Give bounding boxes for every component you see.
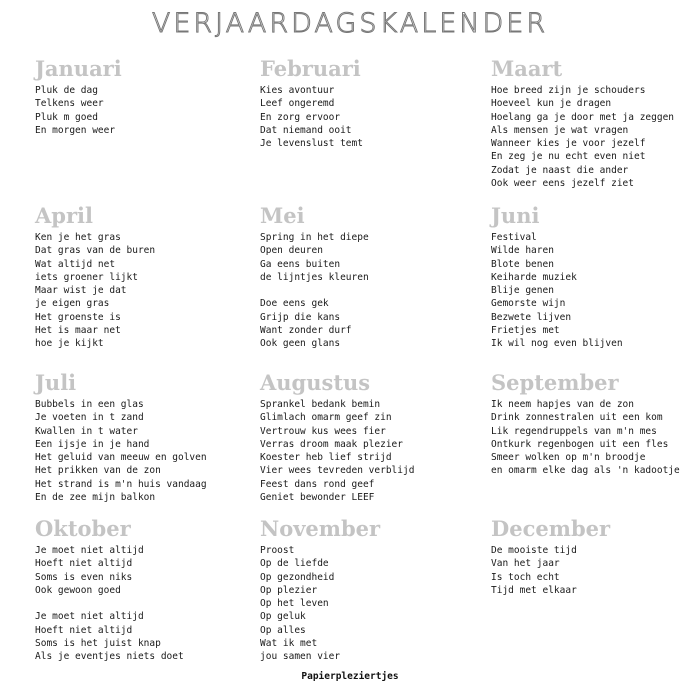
poem-line: Ook geen glans [260,338,341,350]
poem-line: Vier wees tevreden verblijd [260,465,415,477]
poem-line: Ik neem hapjes van de zon [491,399,634,410]
poem-line: Wanneer kies je voor jezelf [491,138,646,150]
poem-line: Op het leven [260,598,329,610]
poem [260,398,414,504]
poem-line: Blote benen [491,258,554,270]
month-title: November [260,516,381,541]
poem-line: Op alles [260,624,306,636]
poem-line: Bezwete lijven [491,311,572,323]
poem-line [35,597,184,610]
poem-line: Kwallen in t water [35,425,138,437]
month-juli [35,370,207,504]
poem-line: Een ijsje in je hand [35,438,150,450]
poem-line: Leef ongeremd [260,98,335,110]
poem [35,231,155,351]
poem [260,231,369,351]
poem-line: Bubbels in een glas [35,399,144,410]
poem-line: Vertrouw kus wees fier [260,425,386,437]
poem-line: Op gezondheid [260,571,335,583]
poem-line: Je moet niet altijd [35,545,144,556]
poem-line: Festival [491,232,537,243]
poem-line: Dat gras van de buren [35,245,156,257]
poem-line: Proost [260,545,295,556]
poem-line: En zeg je nu echt even niet [491,151,646,163]
poem-line: Drink zonnestralen uit een kom [491,412,663,424]
poem-line: en omarm elke dag als 'n kadootje [491,465,680,477]
poem [491,544,610,597]
poem-line: Frietjes met [491,325,560,337]
poem-line: Hoeft niet altijd [35,624,133,636]
poem-line: Spring in het diepe [260,232,369,243]
month-mei [260,203,369,351]
month-februari [260,56,363,150]
poem-line: Ik wil nog even blijven [491,338,623,350]
poem [491,398,680,478]
poem-line: En morgen weer [35,124,116,136]
poem-line: Hoeft niet altijd [35,558,133,570]
poem-line: Je voeten in t zand [35,412,144,424]
poem-line: Lik regendruppels van m'n mes [491,425,657,437]
poem-line: Is toch echt [491,571,560,583]
poem-line: De mooiste tijd [491,545,577,556]
poem-line: Koester heb lief strijd [260,452,392,464]
poem-line: Het geluid van meeuw en golven [35,452,207,464]
poem-line: Open deuren [260,245,323,257]
month-november [260,516,380,664]
poem-line: Ken je het gras [35,232,121,243]
month-title: Februari [260,56,361,81]
poem-line: Het groenste is [35,311,121,323]
poem-line: Blije genen [491,285,554,297]
month-title: Mei [260,203,305,228]
poem-line: Verras droom maak plezier [260,438,403,450]
month-title: Januari [35,56,122,81]
poem-line: iets groener lijkt [35,271,138,283]
poem-line: Ga eens buiten [260,258,341,270]
poem-line: Hoeveel kun je dragen [491,98,612,110]
poem-line: je eigen gras [35,298,110,310]
poem-line: Als mensen je wat vragen [491,124,629,136]
poem [35,84,122,137]
poem-line: Van het jaar [491,558,560,570]
poem-line: Het prikken van de zon [35,465,161,477]
poem [35,544,184,664]
month-oktober [35,516,184,664]
poem-line: Pluk de dag [35,85,98,96]
poem-line: Sprankel bedank bemin [260,399,381,410]
month-title: Maart [491,56,563,81]
poem-line: Wat ik met [260,638,318,650]
poem-line: Het strand is m'n huis vandaag [35,478,207,490]
month-augustus [260,370,414,504]
poem-line: Telkens weer [35,98,104,110]
poem [491,84,674,190]
month-title: Augustus [260,370,371,395]
poem-line: Wilde haren [491,245,554,257]
poem-line: Tijd met elkaar [491,584,577,596]
poem-line: Ook gewoon goed [35,584,121,596]
footer-brand: Papierpleziertjes [301,671,399,682]
month-december [491,516,610,597]
poem-line: Feest dans rond geef [260,478,375,490]
month-januari [35,56,122,137]
poem-line: Je moet niet altijd [35,611,144,623]
poem-line: Ontkurk regenbogen uit een fles [491,438,669,450]
poem-line: Je levenslust temt [260,138,363,150]
poem-line: Als je eventjes niets doet [35,651,184,663]
poem-line: En zorg ervoor [260,111,341,123]
month-title: Oktober [35,516,131,541]
poem [260,84,363,150]
month-april [35,203,155,351]
poem-line: Hoelang ga je door met ja zeggen [491,111,675,123]
poem-line: Pluk m goed [35,111,98,123]
poem-line: Keiharde muziek [491,271,577,283]
poem-line: Op geluk [260,611,306,623]
poem-line: Hoe breed zijn je schouders [491,85,646,96]
poem-line: Gemorste wijn [491,298,566,310]
month-title: April [35,203,93,228]
month-title: Juli [35,370,77,395]
poem-line: Op de liefde [260,558,329,570]
poem-line [260,284,369,297]
poem-line: Doe eens gek [260,298,329,310]
poem-line: En de zee mijn balkon [35,492,156,504]
poem-line: Soms is even niks [35,571,133,583]
month-title: Juni [491,203,540,228]
page-title: VERJAARDAGSKALENDER [151,8,549,39]
poem-line: jou samen vier [260,651,341,663]
poem-line: Smeer wolken op m'n broodje [491,452,646,464]
poem [491,231,623,351]
poem-line: Soms is het juist knap [35,638,161,650]
poem-line: Grijp die kans [260,311,341,323]
poem-line: Want zonder durf [260,325,352,337]
poem-line: Het is maar net [35,325,121,337]
poem-line: Geniet bewonder LEEF [260,492,375,504]
month-september [491,370,680,478]
poem-line: de lijntjes kleuren [260,271,369,283]
poem-line: Op plezier [260,584,318,596]
poem [35,398,207,504]
month-title: September [491,370,619,395]
poem-line: Dat niemand ooit [260,124,352,136]
month-maart [491,56,674,190]
month-juni [491,203,623,351]
poem-line: Ook weer eens jezelf ziet [491,178,634,190]
poem-line: Maar wist je dat [35,285,127,297]
poem [260,544,380,664]
poem-line: Zodat je naast die ander [491,164,629,176]
poem-line: Wat altijd net [35,258,116,270]
poem-line: Kies avontuur [260,85,335,96]
month-title: December [491,516,611,541]
poem-line: Glimlach omarm geef zin [260,412,392,424]
poem-line: hoe je kijkt [35,338,104,350]
